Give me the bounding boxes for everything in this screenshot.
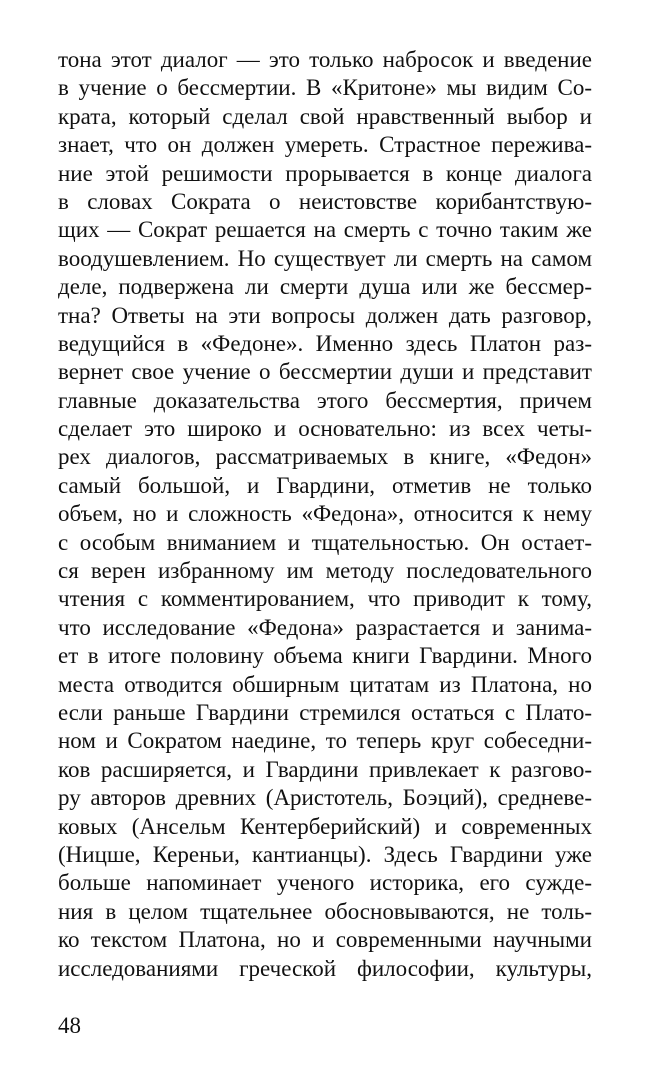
- text-line: в словах Сократа о неистовстве корибантствую-: [58, 188, 592, 214]
- text-line: щих — Сократ решается на смерть с точно таким же: [58, 217, 592, 243]
- text-line: (Ницше, Кереньи, кантианцы). Здесь Гвардини уже: [58, 841, 592, 867]
- text-line: крата, который сделал свой нравственный выбор и: [58, 103, 592, 129]
- text-line: ся верен избранному им методу последовательного: [58, 558, 592, 584]
- text-line: с особым вниманием и тщательностью. Он остает-: [58, 529, 592, 555]
- text-line: ведущийся в «Федоне». Именно здесь Платон раз-: [58, 330, 592, 356]
- text-line: тна? Ответы на эти вопросы должен дать разговор,: [58, 302, 592, 328]
- text-line: ков расширяется, и Гвардини привлекает к разгово-: [58, 756, 592, 782]
- text-line: ковых (Ансельм Кентерберийский) и современных: [58, 813, 592, 839]
- text-line: ко текстом Платона, но и современными научными: [58, 927, 592, 953]
- text-line: что исследование «Федона» разрастается и занима-: [58, 614, 592, 640]
- text-line: знает, что он должен умереть. Страстное пережива-: [58, 132, 592, 158]
- text-line: если раньше Гвардини стремился остаться с Плато-: [58, 699, 592, 725]
- text-line: рех диалогов, рассматриваемых в книге, «Федон»: [58, 444, 592, 470]
- text-line: самый большой, и Гвардини, отметив не только: [58, 472, 592, 498]
- body-text: [58, 46, 592, 983]
- page-number: 48: [58, 1013, 81, 1038]
- text-line: вернет свое учение о бессмертии души и представит: [58, 359, 592, 385]
- text-line: исследованиями греческой философии, культуры,: [58, 955, 592, 981]
- text-line: объем, но и сложность «Федона», относится к нему: [58, 501, 592, 527]
- text-line: ном и Сократом наедине, то теперь круг собеседни-: [58, 728, 592, 754]
- text-line: сделает это широко и основательно: из всех четы-: [58, 416, 592, 442]
- text-line: ет в итоге половину объема книги Гвардини. Много: [58, 643, 592, 669]
- text-line: в учение о бессмертии. В «Критоне» мы видим Со-: [58, 75, 592, 101]
- text-line: воодушевлением. Но существует ли смерть на самом: [58, 245, 592, 271]
- text-line: ние этой решимости прорывается в конце диалога: [58, 160, 592, 186]
- text-line: чтения с комментированием, что приводит к тому,: [58, 586, 592, 612]
- text-line: больше напоминает ученого историка, его сужде-: [58, 870, 592, 896]
- text-line: места отводится обширным цитатам из Платона, но: [58, 671, 592, 697]
- text-line: тона этот диалог — это только набросок и введение: [58, 47, 592, 72]
- text-line: ру авторов древних (Аристотель, Боэций), средневе-: [58, 785, 592, 811]
- text-line: главные доказательства этого бессмертия, причем: [58, 387, 592, 413]
- text-line: ния в целом тщательнее обосновываются, не толь-: [58, 898, 592, 924]
- text-line: деле, подвержена ли смерти душа или же бессмер-: [58, 274, 592, 300]
